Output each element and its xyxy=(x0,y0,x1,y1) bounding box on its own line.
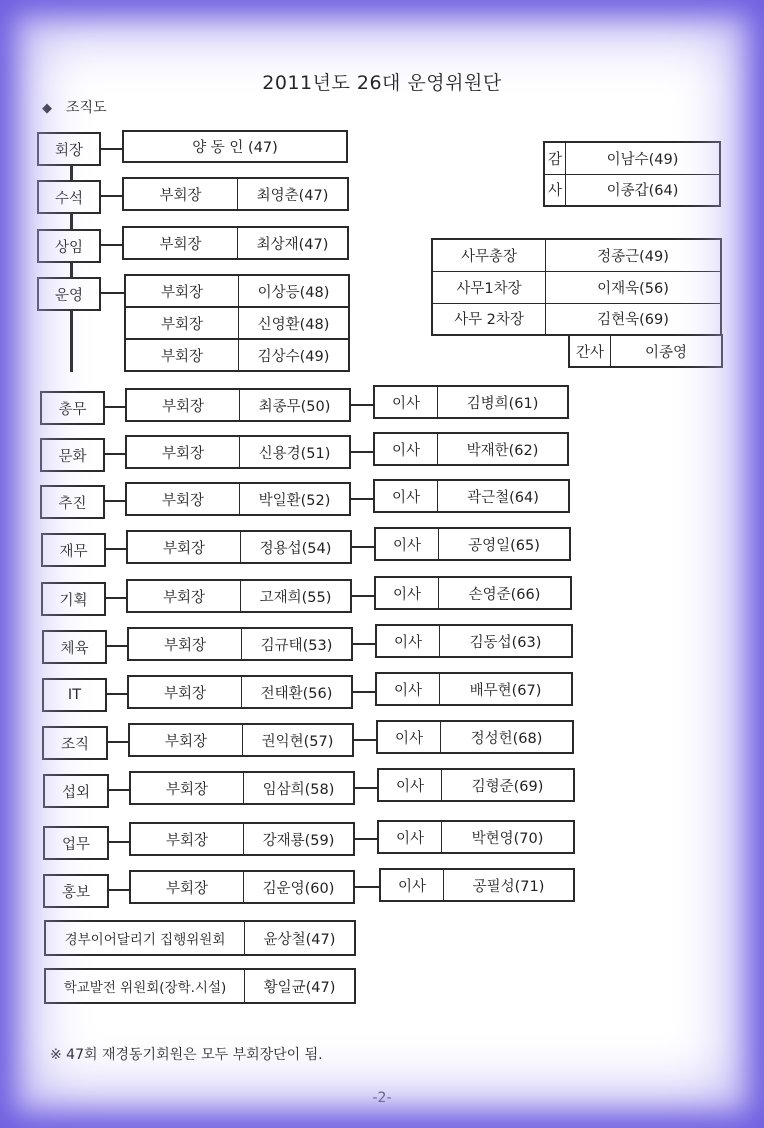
connector-line xyxy=(355,838,377,840)
director-role-cell: 이사 xyxy=(395,830,424,847)
name-cell: 신영환(48) xyxy=(238,308,348,338)
secretary-name: 이종영 xyxy=(611,335,723,367)
director-name-cell: 박재한(62) xyxy=(437,434,567,464)
director-role-cell: 이사 xyxy=(394,730,423,747)
director-role-cell: 이사 xyxy=(392,586,421,603)
director-pair xyxy=(373,385,569,419)
secretariat-row xyxy=(432,271,721,303)
vp-pair-operations-2 xyxy=(124,306,350,340)
role-cell: 부회장 xyxy=(164,733,208,750)
connector-line xyxy=(354,739,376,741)
committee-name: 황일균(47) xyxy=(244,970,354,1002)
vp-pair-senior xyxy=(122,177,349,211)
role-cell: 부회장 xyxy=(160,284,204,301)
vp-pair xyxy=(129,870,355,904)
auditor-row xyxy=(544,174,720,206)
connector-line xyxy=(353,643,375,645)
director-pair xyxy=(376,720,574,754)
dept-label: 추진 xyxy=(58,495,87,512)
dept-label: 상임 xyxy=(54,239,83,256)
dept-box xyxy=(43,874,109,908)
director-pair xyxy=(373,479,570,513)
connector-line xyxy=(352,546,374,548)
role-cell: 부회장 xyxy=(161,445,205,462)
name-cell: 전태환(56) xyxy=(241,677,351,707)
connector-line xyxy=(109,789,129,791)
connector-line xyxy=(107,645,127,647)
dept-box xyxy=(43,774,109,808)
name-cell: 신용경(51) xyxy=(239,437,349,467)
role-cell: 부회장 xyxy=(161,492,205,509)
connector-line xyxy=(101,148,122,150)
role-cell: 부회장 xyxy=(163,637,207,654)
vp-pair xyxy=(127,675,353,709)
connector-line xyxy=(105,453,125,455)
vp-pair-operations-1 xyxy=(124,274,350,308)
secretariat-title: 사무 2차장 xyxy=(432,303,546,335)
connector-line xyxy=(109,889,129,891)
secretariat-title: 사무총장 xyxy=(432,239,546,271)
secretariat-row xyxy=(432,239,721,271)
connector-line xyxy=(101,244,122,246)
auditor-name: 이남수(49) xyxy=(566,142,721,174)
secretary-title: 간사 xyxy=(569,335,611,367)
dept-box xyxy=(43,826,109,860)
connector-line xyxy=(107,693,127,695)
role-cell: 부회장 xyxy=(165,781,209,798)
director-pair xyxy=(377,768,575,802)
director-name-cell: 김동섭(63) xyxy=(439,626,571,656)
dept-box xyxy=(41,582,106,616)
dept-box xyxy=(40,485,105,519)
vp-pair xyxy=(128,723,354,757)
role-cell: 부회장 xyxy=(165,880,209,897)
connector-line xyxy=(351,404,373,406)
connector-line xyxy=(355,787,377,789)
director-name-cell: 정성헌(68) xyxy=(440,722,572,752)
role-cell: 부회장 xyxy=(160,316,204,333)
name-cell: 김규태(53) xyxy=(241,629,351,659)
diamond-bullet-icon: ◆ xyxy=(42,101,52,116)
name-cell: 정용섭(54) xyxy=(240,532,350,562)
committee-label: 경부이어달리기 집행위원회 xyxy=(64,932,226,948)
dept-box-operations xyxy=(37,277,101,311)
role-cell: 부회장 xyxy=(161,398,205,415)
connector-line xyxy=(105,500,125,502)
connector-line xyxy=(106,548,126,550)
connector-line xyxy=(352,595,374,597)
president-dept-box xyxy=(37,132,101,166)
name-cell: 최종무(50) xyxy=(239,390,349,420)
role-cell: 부회장 xyxy=(163,685,207,702)
director-role-cell: 이사 xyxy=(397,878,426,895)
dept-box xyxy=(42,678,107,712)
committee-school xyxy=(44,968,356,1004)
name-cell: 임삼희(58) xyxy=(243,773,353,803)
director-name-cell: 김병희(61) xyxy=(437,387,567,417)
committee-label: 학교발전 위원회(장학.시설) xyxy=(63,980,227,996)
director-pair xyxy=(373,432,569,466)
dept-label: 총무 xyxy=(58,401,87,418)
dept-label: 기획 xyxy=(59,592,88,609)
dept-box xyxy=(42,630,107,664)
vp-pair xyxy=(125,482,351,516)
name-cell: 이상등(48) xyxy=(238,276,348,306)
name-cell: 권익현(57) xyxy=(242,725,352,755)
role-cell: 부회장 xyxy=(159,187,202,204)
vp-pair xyxy=(127,627,353,661)
dept-box xyxy=(40,438,105,472)
dept-label: 수석 xyxy=(54,190,83,207)
director-role-cell: 이사 xyxy=(391,395,420,412)
connector-line xyxy=(105,406,125,408)
name-cell: 고재희(55) xyxy=(240,581,350,611)
dept-label: 운영 xyxy=(54,287,83,304)
vp-pair xyxy=(126,579,352,613)
role-cell: 부회장 xyxy=(162,540,206,557)
name-cell: 강재룡(59) xyxy=(243,824,353,854)
director-name-cell: 곽근철(64) xyxy=(437,481,568,511)
dept-box-senior xyxy=(37,180,101,214)
president-name-box xyxy=(122,130,348,163)
dept-label: 체육 xyxy=(60,640,89,657)
dept-box xyxy=(40,391,105,425)
vp-pair xyxy=(129,771,355,805)
director-pair xyxy=(375,624,573,658)
secretariat-title: 사무1차장 xyxy=(432,271,546,303)
committee-name: 윤상철(47) xyxy=(244,922,354,954)
secretariat-table xyxy=(431,238,722,336)
name-cell: 최영춘(47) xyxy=(237,179,347,209)
director-pair xyxy=(379,868,575,902)
connector-line xyxy=(351,498,373,500)
connector-line xyxy=(101,292,124,294)
dept-label: 섭외 xyxy=(61,784,90,801)
auditor-label-bottom: 사 xyxy=(544,174,566,206)
section-label: 조직도 xyxy=(66,100,107,116)
director-pair xyxy=(377,820,575,854)
role-cell: 부회장 xyxy=(160,348,204,365)
director-name-cell: 공필성(71) xyxy=(443,870,573,900)
secretariat-row xyxy=(432,303,721,335)
director-pair xyxy=(374,576,572,610)
vp-pair xyxy=(125,435,351,469)
connector-line xyxy=(106,597,126,599)
director-role-cell: 이사 xyxy=(392,537,421,554)
secretariat-name: 정종근(49) xyxy=(546,239,722,271)
director-name-cell: 박현영(70) xyxy=(441,822,573,852)
director-role-cell: 이사 xyxy=(391,489,420,506)
dept-label: 재무 xyxy=(59,543,88,560)
role-cell: 부회장 xyxy=(165,832,209,849)
connector-line xyxy=(108,741,128,743)
dept-label: 업무 xyxy=(61,836,90,853)
committee-relay xyxy=(44,920,356,956)
name-cell: 김상수(49) xyxy=(238,340,348,370)
name-cell: 최상재(47) xyxy=(237,228,347,258)
connector-line xyxy=(353,691,375,693)
secretariat-name: 김현욱(69) xyxy=(546,303,722,335)
auditor-label-top: 감 xyxy=(544,142,566,174)
auditor-table xyxy=(543,141,721,207)
president-dept: 회장 xyxy=(54,142,83,159)
director-name-cell: 공영일(65) xyxy=(438,529,569,559)
page-number: -2- xyxy=(372,1090,392,1106)
director-name-cell: 김형준(69) xyxy=(441,770,573,800)
role-cell: 부회장 xyxy=(162,589,206,606)
director-role-cell: 이사 xyxy=(393,634,422,651)
dept-box xyxy=(41,533,106,567)
page-title: 2011년도 26대 운영위원단 xyxy=(262,72,502,94)
section-heading xyxy=(42,97,107,117)
dept-label: 조직 xyxy=(60,736,89,753)
dept-box xyxy=(42,726,108,760)
director-role-cell: 이사 xyxy=(395,778,424,795)
vp-pair xyxy=(126,530,352,564)
connector-line xyxy=(355,886,379,888)
dept-box-standing xyxy=(37,229,101,263)
connector-line xyxy=(101,195,122,197)
dept-label: 문화 xyxy=(58,448,87,465)
vp-pair-operations-3 xyxy=(124,338,350,372)
director-name-cell: 배무현(67) xyxy=(439,674,571,704)
auditor-row xyxy=(544,142,720,174)
dept-label: 홍보 xyxy=(61,884,90,901)
vp-pair xyxy=(129,822,355,856)
auditor-name: 이종갑(64) xyxy=(566,174,721,206)
director-role-cell: 이사 xyxy=(393,682,422,699)
secretariat-name: 이재욱(56) xyxy=(546,271,722,303)
director-pair xyxy=(374,527,571,561)
secretary-table xyxy=(568,334,723,368)
name-cell: 박일환(52) xyxy=(239,484,349,514)
connector-line xyxy=(351,451,373,453)
connector-line xyxy=(109,841,129,843)
president-name: 양 동 인 (47) xyxy=(192,140,278,156)
role-cell: 부회장 xyxy=(159,236,202,253)
director-role-cell: 이사 xyxy=(391,442,420,459)
vp-pair-standing xyxy=(122,226,349,260)
director-name-cell: 손영준(66) xyxy=(438,578,570,608)
footnote: ※ 47회 재경동기회원은 모두 부회장단이 됨. xyxy=(50,1047,323,1063)
vp-pair xyxy=(125,388,351,422)
dept-label: IT xyxy=(67,687,82,703)
name-cell: 김운영(60) xyxy=(243,872,353,902)
secretary-row xyxy=(569,335,722,367)
director-pair xyxy=(375,672,573,706)
